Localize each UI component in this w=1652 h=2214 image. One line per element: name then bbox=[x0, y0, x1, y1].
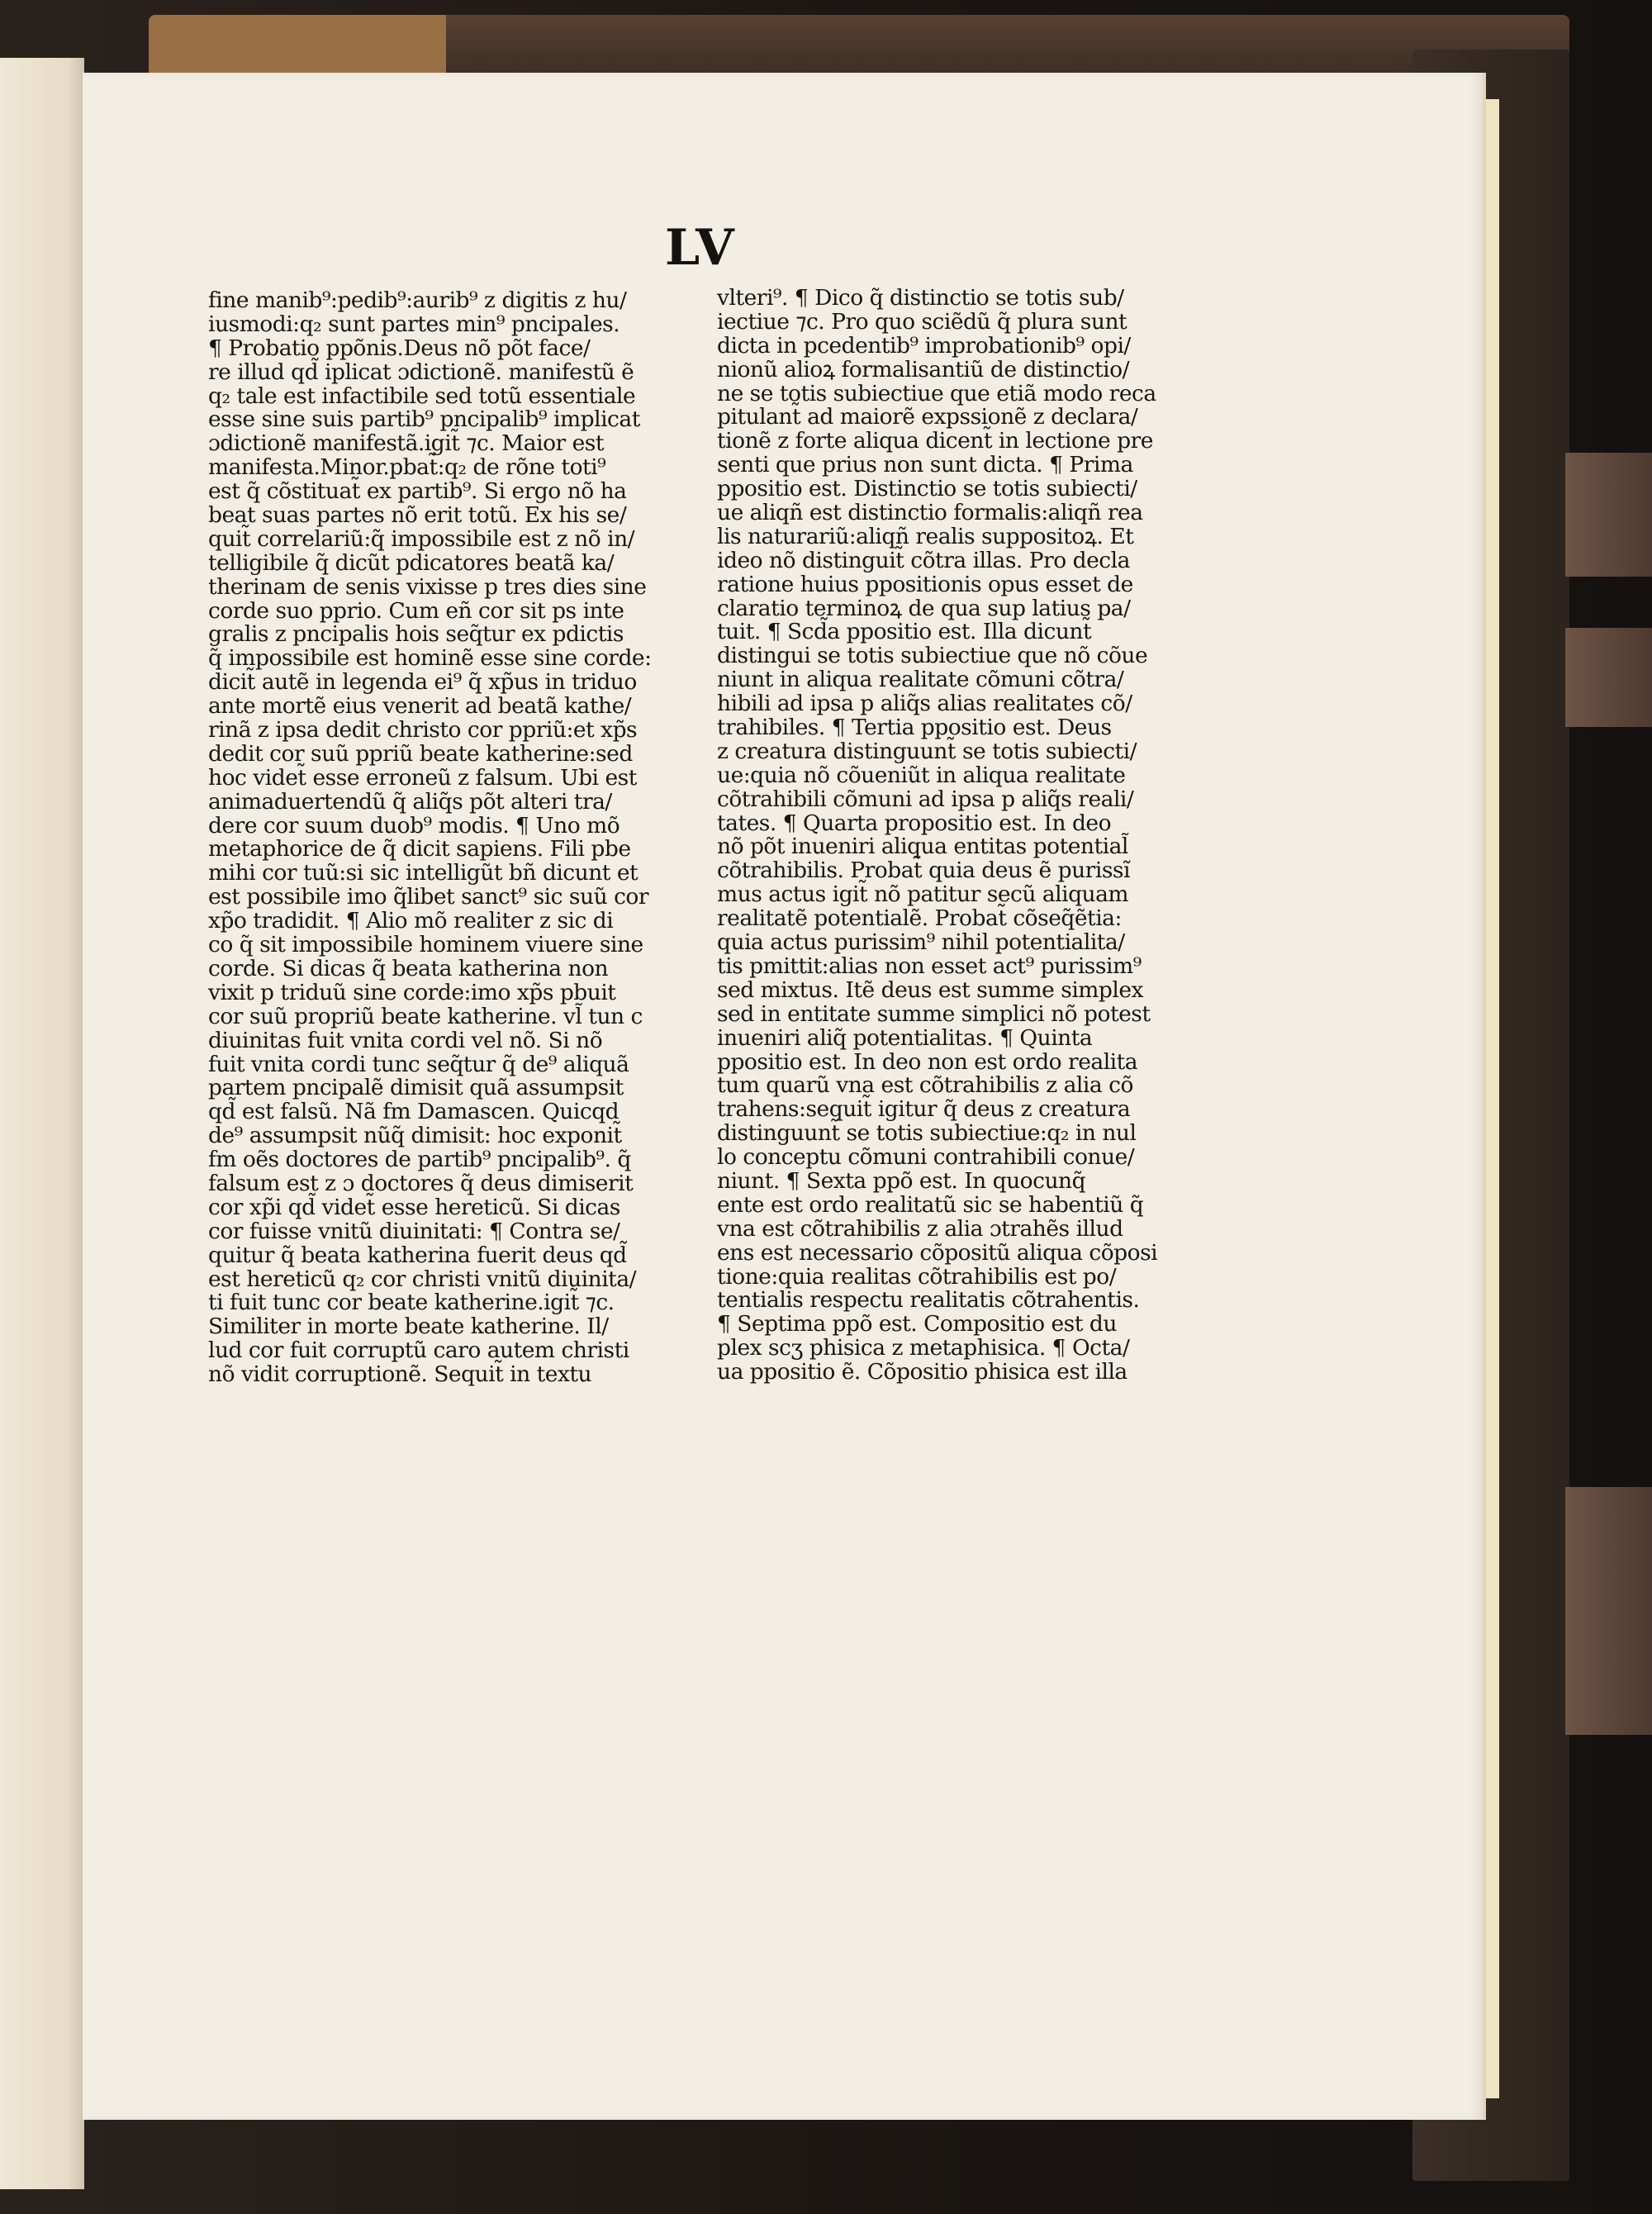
text-line: lo conceptu cõmuni contrahibili conue/ bbox=[717, 1144, 1135, 1171]
text-line: qd̃ est falsũ. Nã fm Damascen. Quicqd bbox=[208, 1099, 620, 1125]
text-line: senti que prius non sunt dicta. ¶ Prima bbox=[717, 452, 1133, 478]
text-line: claratio terminoꝝ de qua sup latius pa/ bbox=[717, 595, 1131, 621]
text-line: ens est necessario cõpositũ aliqua cõposi bbox=[717, 1239, 1158, 1266]
text-column-right bbox=[717, 287, 1213, 1385]
text-line: co q̃ sit impossibile hominem viuere sine bbox=[208, 932, 643, 958]
text-line: nõ põt inueniri aliqua entitas potential̃ bbox=[717, 834, 1128, 860]
text-line: z creatura distinguunt̃ se totis subiecti/ bbox=[717, 738, 1137, 764]
text-line: ue:quia nõ cõueniũt in aliqua realitate bbox=[717, 762, 1126, 788]
binding-tie-strap bbox=[1565, 628, 1652, 727]
text-line: sed in entitate summe simplici nõ potest bbox=[717, 1000, 1151, 1027]
text-line: tum quarũ vna est cõtrahibilis z alia cõ bbox=[717, 1072, 1133, 1099]
text-line: nionũ alioꝝ formalisantiũ de distinctio/ bbox=[717, 356, 1130, 382]
text-line: xp̃o tradidit. ¶ Alio mõ realiter z sic di bbox=[208, 908, 614, 934]
text-line: telligibile q̃ dicũt pdicatores beatã ka/ bbox=[208, 549, 615, 576]
text-line: cor suũ propriũ beate katherine. vl̃ tun c bbox=[208, 1003, 643, 1029]
text-line: mihi cor tuũ:si sic intelligũt bñ dicunt et bbox=[208, 860, 638, 886]
text-line: tentialis respectu realitatis cõtrahentis. bbox=[717, 1287, 1140, 1314]
text-line: tis pmittit:alias non esset act⁹ purissim⁹ bbox=[717, 953, 1142, 979]
text-line: mus actus igit̃ nõ patitur secũ aliquam bbox=[717, 881, 1129, 908]
text-line: realitatẽ potentialẽ. Probat̃ cõseq̃ẽtia: bbox=[717, 905, 1122, 932]
text-line: cõtrahibilis. Probat̃ quia deus ẽ purissĩ bbox=[717, 858, 1130, 884]
text-line: lis naturariũ:aliqñ realis suppositoꝝ. Et bbox=[717, 523, 1134, 549]
text-line: cor fuisse vnitũ diuinitati: ¶ Contra se/ bbox=[208, 1218, 620, 1244]
text-line: Similiter in morte beate katherine. Il/ bbox=[208, 1314, 609, 1340]
binding-tie-strap bbox=[1565, 453, 1652, 577]
text-line: plex scʒ phisica z metaphisica. ¶ Octa/ bbox=[717, 1335, 1130, 1361]
text-line: therinam de senis vixisse p tres dies sine bbox=[208, 573, 647, 600]
text-line: ideo nõ distinguit̃ cõtra illas. Pro decla bbox=[717, 547, 1130, 573]
text-line: ue aliqñ est distinctio formalis:aliqñ rea bbox=[717, 500, 1143, 526]
text-line: est possibile imo q̃libet sanct⁹ sic suũ cor bbox=[208, 884, 649, 910]
book-top-edge bbox=[149, 15, 1569, 79]
text-line: quitur q̃ beata katherina fuerit deus qd̃ bbox=[208, 1242, 627, 1268]
text-line: beat suas partes nõ erit totũ. Ex his se/ bbox=[208, 502, 627, 529]
text-line: corde. Si dicas q̃ beata katherina non bbox=[208, 955, 609, 981]
text-line: ente est ordo realitatũ sic se habentiũ q̃ bbox=[717, 1191, 1144, 1218]
leather-binding-strip bbox=[149, 15, 446, 79]
text-line: quit̃ correlariũ:q̃ impossibile est z nõ in/ bbox=[208, 525, 635, 552]
text-line: fm oẽs doctores de partib⁹ pncipalib⁹. q̃ bbox=[208, 1147, 631, 1173]
text-line: diuinitas fuit vnita cordi vel nõ. Si nõ bbox=[208, 1027, 603, 1053]
text-line: tionẽ z forte aliqua dicent̃ in lectione pre bbox=[717, 428, 1153, 454]
text-line: cor xp̃i qd̃ videt̃ esse hereticũ. Si dicas bbox=[208, 1194, 620, 1220]
text-line: vixit p triduũ sine corde:imo xp̃s pbuit bbox=[208, 979, 616, 1005]
text-line: partem pncipalẽ dimisit quã assumpsit bbox=[208, 1075, 624, 1101]
text-line: q̃ impossibile est hominẽ esse sine corde: bbox=[208, 645, 652, 672]
text-line: tuit. ¶ Scd̃a ppositio est. Illa dicunt̃ bbox=[717, 619, 1092, 645]
text-line: ante mortẽ eius venerit ad beatã kathe/ bbox=[208, 693, 632, 720]
text-line: fine manib⁹:pedib⁹:aurib⁹ z digitis z hu/ bbox=[208, 287, 627, 313]
text-line: hibili ad ipsa p aliq̃s alias realitates cõ/ bbox=[717, 691, 1132, 717]
text-line: ne se totis subiectiue que etiã modo reca bbox=[717, 380, 1156, 406]
text-line: ratione huius ppositionis opus esset de bbox=[717, 571, 1133, 597]
text-line: esse sine suis partib⁹ pncipalib⁹ implicat bbox=[208, 406, 640, 433]
binding-tie-strap bbox=[1565, 1487, 1652, 1735]
text-line: quia actus purissim⁹ nihil potentialita/ bbox=[717, 929, 1125, 956]
text-line: vna est cõtrahibilis z alia ɔtrahẽs illud bbox=[717, 1215, 1123, 1242]
text-line: nõ vidit corruptionẽ. Sequit̃ in textu bbox=[208, 1361, 592, 1388]
text-line: ɔdictionẽ manifestã.igit̃ ⁊c. Maior est bbox=[208, 430, 605, 457]
text-line: q₂ tale est infactibile sed totũ essentiale bbox=[208, 382, 636, 409]
text-line: ppositio est. In deo non est ordo realita bbox=[717, 1048, 1138, 1075]
text-line: distingui se totis subiectiue que nõ cõue bbox=[717, 643, 1148, 669]
text-line: manifesta.Minor.pbat̃:q₂ de rõne toti⁹ bbox=[208, 454, 606, 481]
text-line: iectiue ⁊c. Pro quo sciẽdũ q̃ plura sunt bbox=[717, 308, 1127, 335]
text-line: dere cor suum duob⁹ modis. ¶ Uno mõ bbox=[208, 812, 620, 839]
text-line: niunt in aliqua realitate cõmuni cõtra/ bbox=[717, 667, 1124, 693]
text-line: est q̃ cõstituat̃ ex partib⁹. Si ergo nõ ha bbox=[208, 478, 627, 505]
text-line: metaphorice de q̃ dicit sapiens. Fili pbe bbox=[208, 836, 631, 862]
text-line: vlteri⁹. ¶ Dico q̃ distinctio se totis sub/ bbox=[717, 285, 1124, 311]
text-line: animaduertendũ q̃ aliq̃s põt alteri tra/ bbox=[208, 788, 612, 815]
text-line: est hereticũ q₂ cor christi vnitũ diuinita/ bbox=[208, 1266, 637, 1292]
text-line: re illud qd̃ iplicat ɔdictionẽ. manifestũ ẽ bbox=[208, 359, 634, 385]
text-line: cõtrahibili cõmuni ad ipsa p aliq̃s reali/ bbox=[717, 786, 1134, 812]
text-line: falsum est z ɔ doctores q̃ deus dimiserit bbox=[208, 1170, 634, 1196]
text-line: dicit̃ autẽ in legenda ei⁹ q̃ xp̃us in triduo bbox=[208, 669, 637, 696]
text-line: iusmodi:q₂ sunt partes min⁹ pncipales. bbox=[208, 311, 620, 337]
text-line: niunt. ¶ Sexta ppõ est. In quocunq̃ bbox=[717, 1167, 1086, 1194]
text-line: ¶ Probatio ppõnis.Deus nõ põt face/ bbox=[208, 335, 591, 361]
text-line: dicta in pcedentib⁹ improbationib⁹ opi/ bbox=[717, 332, 1131, 359]
text-line: pitulant̃ ad maiorẽ expssionẽ z declara/ bbox=[717, 404, 1138, 430]
text-line: ti fuit tunc cor beate katherine.igit̃ ⁊c. bbox=[208, 1290, 615, 1316]
text-line: lud cor fuit corruptũ caro autem christi bbox=[208, 1337, 629, 1364]
text-line: hoc videt̃ esse erroneũ z falsum. Ubi est bbox=[208, 764, 637, 791]
text-line: trahens:sequit̃ igitur q̃ deus z creatura bbox=[717, 1096, 1131, 1123]
text-line: distinguunt̃ se totis subiectiue:q₂ in nul bbox=[717, 1120, 1137, 1147]
text-line: de⁹ assumpsit nũq̃ dimisit: hoc exponit̃ bbox=[208, 1123, 622, 1149]
text-line: inueniri aliq̃ potentialitas. ¶ Quinta bbox=[717, 1024, 1093, 1051]
text-line: rinã z ipsa dedit christo cor ppriũ:et xp̃s bbox=[208, 717, 638, 744]
text-line: fuit vnita cordi tunc seq̃tur q̃ de⁹ aliquã bbox=[208, 1051, 629, 1077]
text-line: gralis z pncipalis hois seq̃tur ex pdictis bbox=[208, 621, 624, 648]
previous-page-edge bbox=[0, 58, 84, 2189]
text-line: corde suo pprio. Cum eñ cor sit ps inte bbox=[208, 597, 624, 624]
text-column-left bbox=[208, 289, 687, 1387]
text-line: ppositio est. Distinctio se totis subiecti/ bbox=[717, 476, 1137, 502]
text-line: trahibiles. ¶ Tertia ppositio est. Deus bbox=[717, 715, 1112, 741]
text-line: sed mixtus. Itẽ deus est summe simplex bbox=[717, 976, 1143, 1003]
text-line: tione:quia realitas cõtrahibilis est po/ bbox=[717, 1263, 1117, 1290]
text-line: ua ppositio ẽ. Cõpositio phisica est illa bbox=[717, 1359, 1127, 1385]
text-line: ¶ Septima ppõ est. Compositio est du bbox=[717, 1311, 1117, 1337]
text-line: dedit cor suũ ppriũ beate katherine:sed bbox=[208, 740, 633, 767]
folio-number: LV bbox=[665, 219, 736, 277]
text-line: tates. ¶ Quarta propositio est. In deo bbox=[717, 810, 1112, 836]
